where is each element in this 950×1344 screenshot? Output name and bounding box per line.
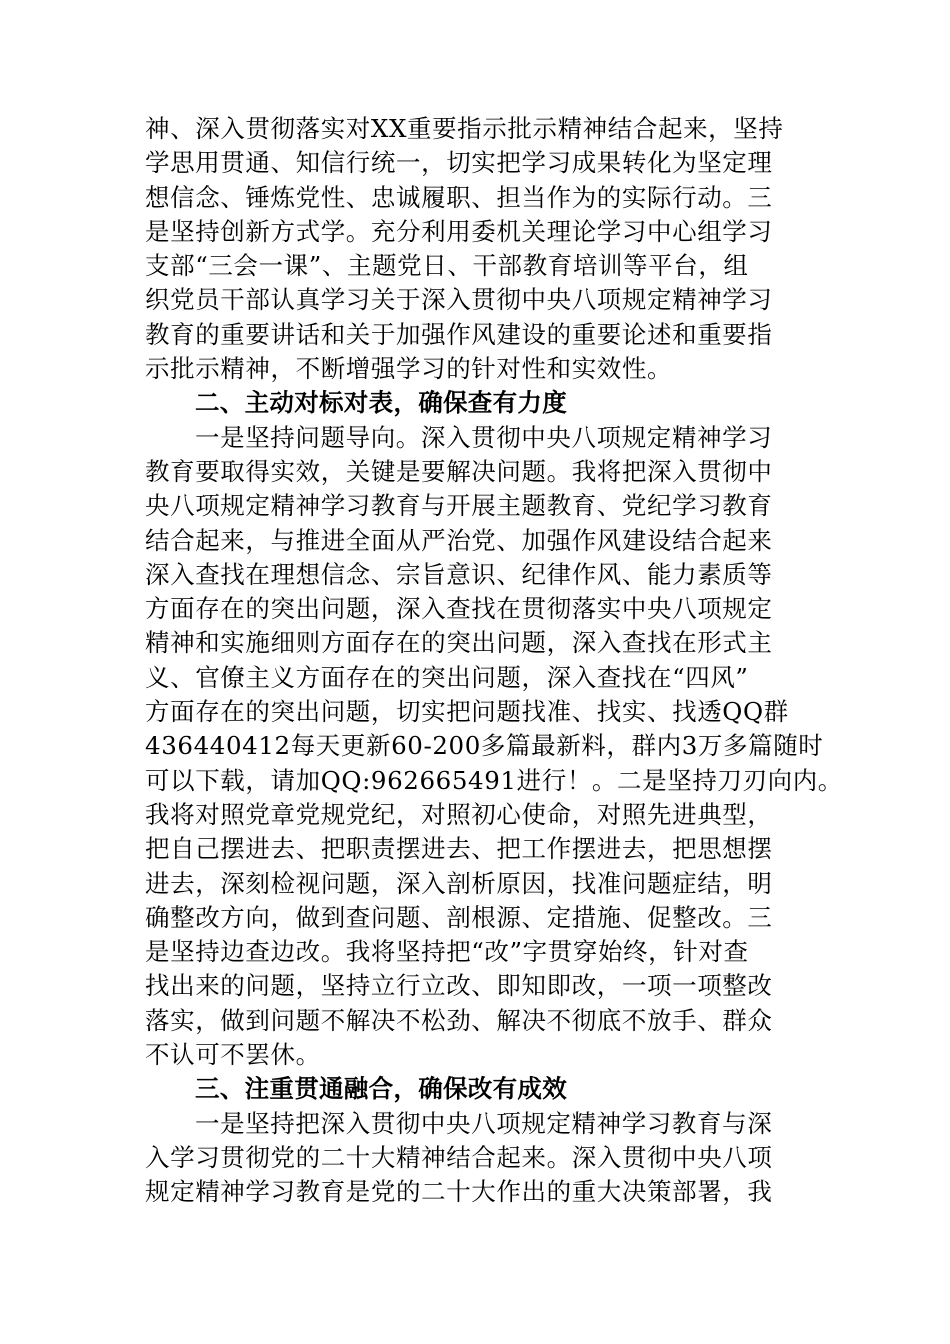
section-heading: 三、注重贯通融合，确保改有成效 [195, 1074, 567, 1104]
paragraph-line: 一是坚持问题导向。深入贯彻中央八项规定精神学习 [195, 422, 773, 452]
paragraph-line: 找出来的问题，坚持立行立改、即知即改，一项一项整改 [145, 971, 773, 1001]
paragraph-line: 进去，深刻检视问题，深入剖析原因，找准问题症结，明 [145, 868, 773, 898]
paragraph-line: 我将对照党章党规党纪，对照初心使命，对照先进典型， [145, 799, 773, 829]
paragraph-line: 深入查找在理想信念、宗旨意识、纪律作风、能力素质等 [145, 559, 773, 589]
paragraph-line: 神、深入贯彻落实对XX重要指示批示精神结合起来，坚持 [145, 114, 784, 143]
paragraph-line: 是坚持边查边改。我将坚持把“改”字贯穿始终，针对查 [145, 937, 749, 967]
paragraph-line: 学思用贯通、知信行统一，切实把学习成果转化为坚定理 [145, 148, 773, 178]
paragraph-line: 落实，做到问题不解决不松劲、解决不彻底不放手、群众 [145, 1005, 773, 1035]
paragraph-line: 央八项规定精神学习教育与开展主题教育、党纪学习教育 [145, 491, 773, 521]
paragraph-line: 436440412每天更新60-200多篇最新料，群内3万多篇随时 [145, 731, 824, 761]
paragraph-line: 义、官僚主义方面存在的突出问题，深入查找在“四风” [145, 662, 749, 692]
paragraph-line: 想信念、锤炼党性、忠诚履职、担当作为的实际行动。三 [145, 182, 773, 212]
paragraph-line: 方面存在的突出问题，切实把问题找准、找实、找透QQ群 [145, 697, 789, 727]
paragraph-line: 教育要取得实效，关键是要解决问题。我将把深入贯彻中 [145, 456, 773, 486]
paragraph-line: 把自己摆进去、把职责摆进去、把工作摆进去，把思想摆 [145, 834, 773, 864]
paragraph-line: 不认可不罢休。 [145, 1040, 321, 1070]
paragraph-line: 织党员干部认真学习关于深入贯彻中央八项规定精神学习 [145, 285, 773, 315]
paragraph-line: 教育的重要讲话和关于加强作风建设的重要论述和重要指 [145, 319, 773, 349]
paragraph-line: 支部“三会一课”、主题党日、干部教育培训等平台，组 [145, 251, 749, 281]
document-body [145, 112, 843, 1210]
paragraph-line: 一是坚持把深入贯彻中央八项规定精神学习教育与深 [195, 1108, 773, 1138]
paragraph-line: 确整改方向，做到查问题、剖根源、定措施、促整改。三 [145, 902, 773, 932]
paragraph-line: 规定精神学习教育是党的二十大作出的重大决策部署，我 [145, 1177, 773, 1207]
paragraph-line: 是坚持创新方式学。充分利用委机关理论学习中心组学习 [145, 216, 773, 246]
paragraph-line: 精神和实施细则方面存在的突出问题，深入查找在形式主 [145, 628, 773, 658]
paragraph-line: 结合起来，与推进全面从严治党、加强作风建设结合起来 [145, 525, 773, 555]
paragraph-line: 示批示精神，不断增强学习的针对性和实效性。 [145, 354, 673, 384]
paragraph-line: 方面存在的突出问题，深入查找在贯彻落实中央八项规定 [145, 594, 773, 624]
section-heading: 二、主动对标对表，确保查有力度 [195, 388, 567, 418]
paragraph-line: 入学习贯彻党的二十大精神结合起来。深入贯彻中央八项 [145, 1142, 773, 1172]
paragraph-line: 可以下载，请加QQ:962665491进行！。二是坚持刀刃向内。 [145, 765, 843, 795]
